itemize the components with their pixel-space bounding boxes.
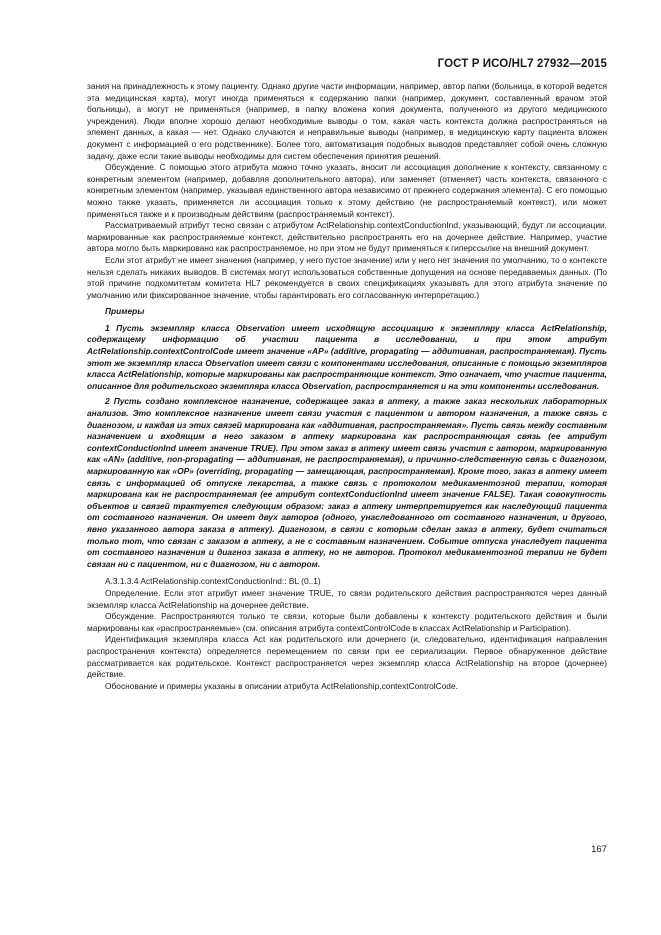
paragraph-no-value: Если этот атрибут не имеет значения (например, у него пустое значение) или у него нет значения по умолчанию, то о контексте нельзя сделать никаких выводов. В системах могут использоваться собственные допущения на основе передаваемых данных. (По этой причине подкомитетам комитета HL7 рекомендуется в своих спецификациях указывать для этого атрибута значение по умолчанию или фиксированное значение, чтобы гарантировать его согласованную интерпретацию.): [87, 254, 607, 300]
standard-header: ГОСТ Р ИСО/HL7 27932—2015: [437, 58, 607, 70]
section-heading: A.3.1.3.4 ActRelationship.contextConductionInd:: BL (0..1): [105, 576, 321, 587]
paragraph-discussion-2: Обсуждение. Распространяются только те связи, которые были добавлены к контексту родительского действия и были маркированы как «распространяемые» (см. описания атрибута contextControlCode в классах ActRelationship и Participation).: [87, 611, 607, 633]
example-1: 1 Пусть экземпляр класса Observation имеет исходящую ассоциацию к экземпляру класса ActRelationship, содержащему информацию об участии пациента в исследовании, и при этом атрибут ActRelationship.contextControlCode имеет значение «AP» (additive, propagating — аддитивная, распространяемая). Пусть этот же экземпляр класса Observation имеет связи с компонентами исследования, описанные с помощью экземпляров класса ActRelationship, которые маркированы как распространяющие контекст. Это означает, что участие пациента, описанное для родительского экземпляра класса Observation, распространяется и на эти компоненты исследования.: [87, 322, 607, 391]
paragraph-discussion: Обсуждение. С помощью этого атрибута можно точно указать, вносит ли ассоциация дополнение к контексту, связанному с конкретным элементом (например, добавляя дополнительного автора), или заменяет (отменяет) часть контекста, связанного с конкретным элементом (например, указывая единственного автора независимо от прежнего содержания элемента). С его помощью можно также указать, применяется ли ассоциация только к этому действию (не распространяемый контекст), или может применяться также и к производным действиям (распространяемый контекст).: [87, 162, 607, 219]
paragraph-rationale: Обоснование и примеры указаны в описании атрибута ActRelationship.contextControlCode.: [105, 680, 458, 691]
page-number: 167: [591, 844, 607, 855]
examples-heading: Примеры: [105, 306, 145, 317]
body-text: [87, 81, 607, 692]
paragraph-related-attribute: Рассматриваемый атрибут тесно связан с атрибутом ActRelationship.contextConductionInd, указывающий, будут ли ассоциации, маркированные как распространяемые контекст, действительно распространять его на дочернее действие. Например, участие автора могло быть маркировано как распространяемое, но при этом не будут применяться к гиперссылке на внешний документ.: [87, 220, 607, 254]
paragraph-identification: Идентификация экземпляра класса Act как родительского или дочернего (и, следовательно, идентификация направления распространения контекста) определяется перемещением по связи при ее сериализации. Первое обнаруженное действие рассматривается как родительское. Контекст распространяется через экземпляр класса ActRelationship на второе (дочернее) действие.: [87, 634, 607, 680]
example-2: 2 Пусть создано комплексное назначение, содержащее заказ в аптеку, а также заказ нескольких лабораторных анализов. Это комплексное назначение имеет связи участия с пациентом и автором назначения, а также связь с диагнозом, и каждая из этих связей маркирована как «аддитивная, распространяемая». Пусть связь между составным назначением и входящим в него заказом в аптеку маркирована как распространяющая связь (ее атрибут contextConductionInd имеет значение TRUE). При этом заказ в аптеку имеет связь участия с автором, маркированную как «AN» (additive, non-propagating — аддитивная, не распространяемая), и причинно-следственную связь с диагнозом, маркированную как «OP» (overriding, propagating — замещающая, распространяемая). Кроме того, заказ в аптеку имеет связь с информацией об отпуске лекарства, а также связь с протоколом медикаментозной терапии, которая маркирована как не распространяемая (ее атрибут contextConductionInd имеет значение FALSE). Такая совокупность объектов и связей трактуется следующим образом: заказ в аптеку интерпретируется как наследующий пациента от составного назначения. Он имеет двух авторов (одного, унаследованного от составного назначения, и другого, явно указанного автора заказа в аптеку). Диагнозом, в связи с которым сделан заказ в аптеку, будет считаться только тот, что связан с заказом в аптеку, а не с составным назначением. Событие отпуска унаследует пациента от составного назначения и диагноз заказа в аптеку, но не авторов. Протокол медикаментозной терапии не будет связан ни с пациентом, ни с диагнозом, ни с автором.: [87, 396, 607, 569]
paragraph-continuation: зания на принадлежность к этому пациенту. Однако другие части информации, например, автор папки (больница, в которой ведется эта медицинская карта), могут иногда применяться к содержанию папки (например, документ, составленный врачом этой больницы), а могут не применяться (например, в папку вложена копия документа, полученного из другого медицинского учреждения). Люди вполне хорошо делают необходимые выводы о том, какая часть контекста должна распространяться на элемент данных, а какая — нет. Однако случаются и неправильные выводы (например, в медицинскую карту пациента вложен документ с информацией о его родственнике). Более того, автоматизация подобных выводов представляет собой очень сложную задачу, даже если такие выводы необходимы для систем обеспечения принятия решений.: [87, 81, 607, 161]
paragraph-definition: Определение. Если этот атрибут имеет значение TRUE, то связи родительского действия распространяются через данный экземпляр класса ActRelationship на дочернее действие.: [87, 587, 607, 610]
